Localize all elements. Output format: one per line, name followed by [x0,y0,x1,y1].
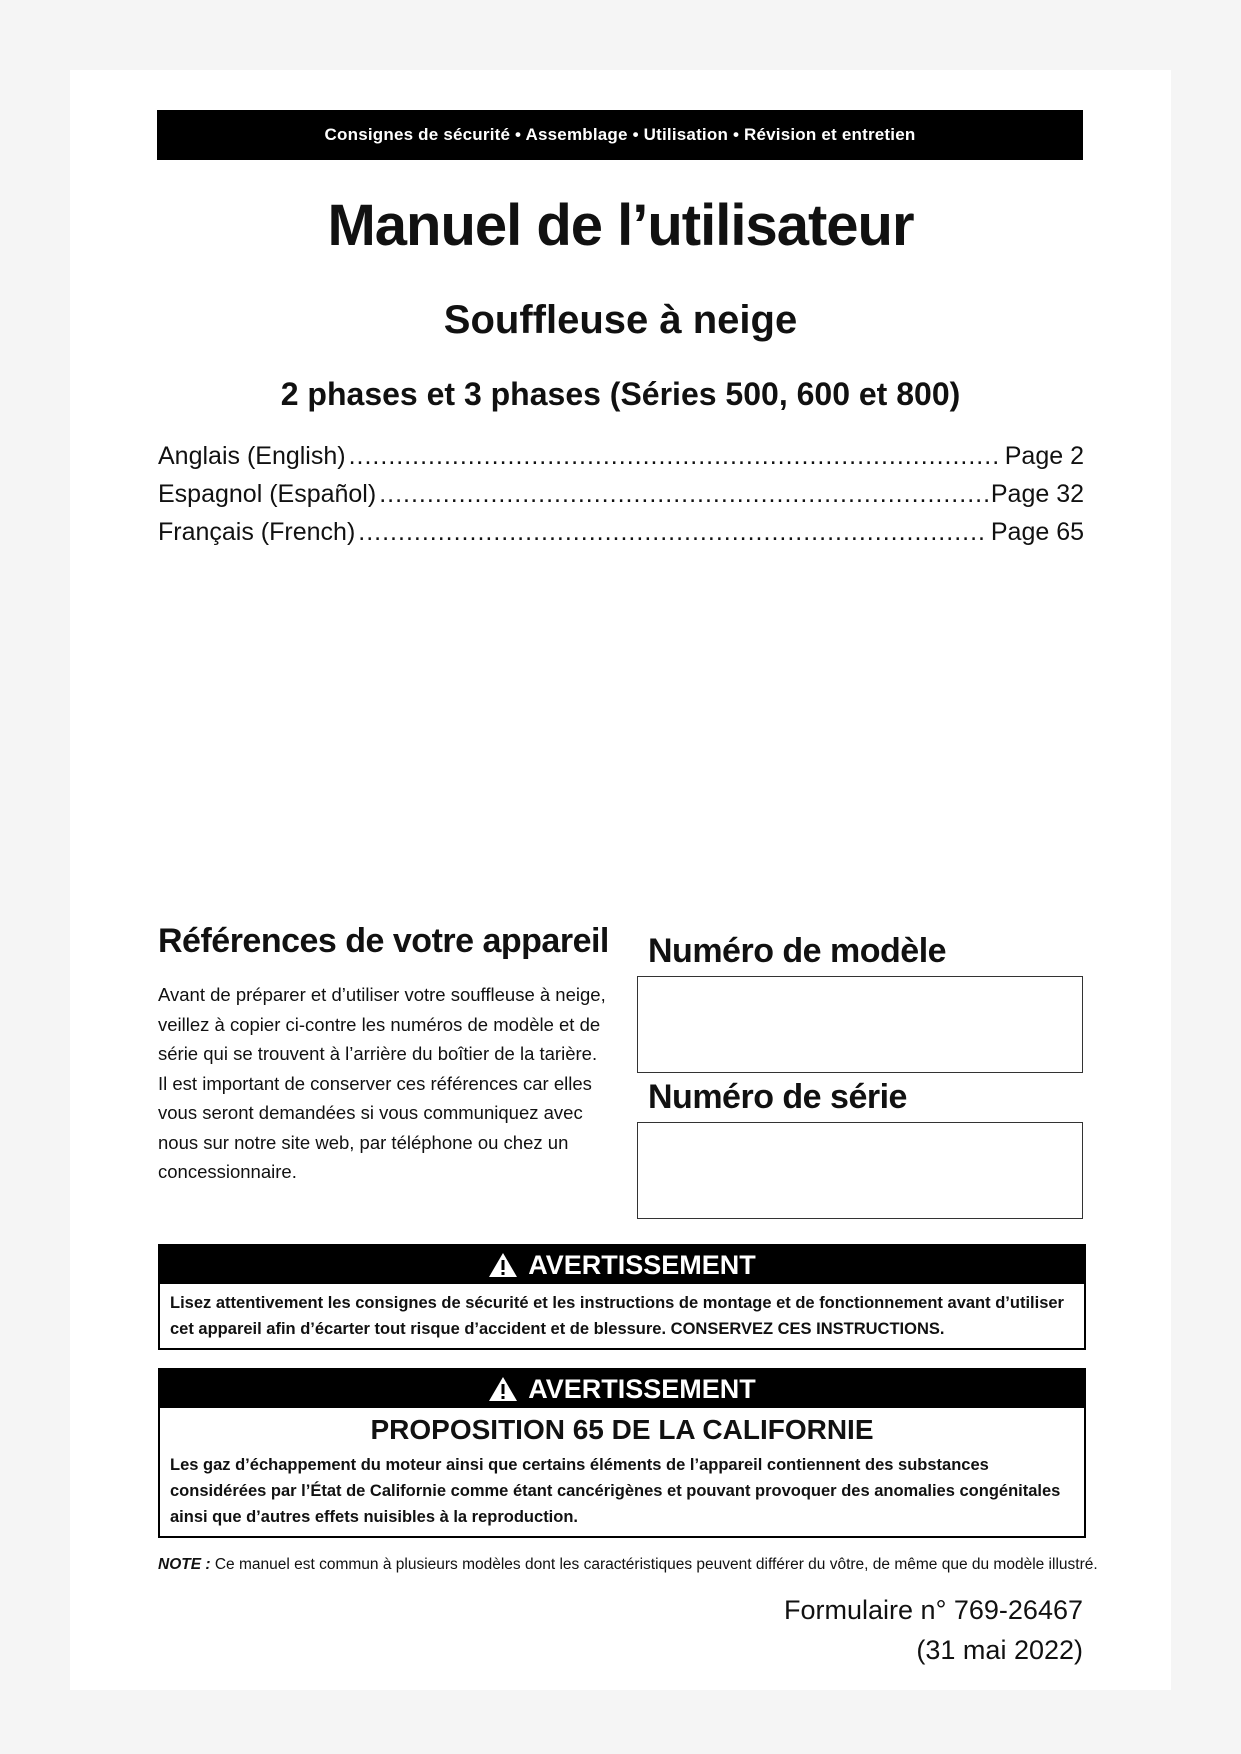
toc-label: Anglais (English) [158,442,346,470]
warning-heading: AVERTISSEMENT [528,1373,756,1404]
note-label: NOTE : [158,1556,211,1573]
prop65-warning-box [158,1368,1086,1538]
form-info [784,1590,1083,1670]
warning-triangle-icon [488,1376,518,1402]
warning-text: Lisez attentivement les consignes de sécurité et les instructions de montage et de fonctionnement avant d’utiliser cet appareil afin d’écarter tout risque d’accident et de blessure. CONSERVEZ CES INSTRUCTIONS. [170,1294,1064,1338]
prop65-subheading: PROPOSITION 65 DE LA CALIFORNIE [370,1414,874,1445]
language-toc [158,442,1084,556]
toc-row-english[interactable] [158,442,1084,480]
warning-header [160,1246,1084,1284]
warning-heading: AVERTISSEMENT [528,1249,756,1280]
note-line [158,1556,1098,1574]
safety-warning-box [158,1244,1086,1350]
toc-leader-dots [349,442,1002,471]
serial-number-field[interactable] [637,1122,1083,1219]
toc-row-french[interactable] [158,518,1084,556]
toc-page: Page 32 [990,480,1084,508]
toc-label: Français (French) [158,518,356,546]
product-subtitle: Souffleuse à neige [443,298,798,342]
toc-page: Page 65 [990,518,1084,546]
note-text: Ce manuel est commun à plusieurs modèles dont les caractéristiques peuvent différer du vôtre, de même que du modèle illustré. [214,1556,1098,1573]
model-number-label: Numéro de modèle [648,932,947,970]
warning-header [160,1370,1084,1408]
model-number-field[interactable] [637,976,1083,1073]
warning-triangle-icon [488,1252,518,1278]
toc-label: Espagnol (Español) [158,480,377,508]
serial-number-label: Numéro de série [648,1078,907,1116]
page-title: Manuel de l’utilisateur [327,193,914,258]
series-subtitle: 2 phases et 3 phases (Séries 500, 600 et 800) [280,376,961,412]
form-number: Formulaire n° 769-26467 [784,1595,1083,1625]
toc-leader-dots [358,518,988,547]
references-text: Avant de préparer et d’utiliser votre souffleuse à neige, veillez à copier ci-contre les numéros de modèle et de série qui se trouvent à l’arrière du boîtier de la tarière. Il est important de conserver ces références car elles vous seront demandées si vous communiquez avec nous sur notre site web, par téléphone ou chez un concessionnaire. [158,984,606,1182]
toc-leader-dots [379,480,988,509]
prop65-text: Les gaz d’échappement du moteur ainsi que certains éléments de l’appareil contiennent des substances considérées par l’État de Californie comme étant cancérigènes et pouvant provoquer des anomalies congénitales ainsi que d’autres effets nuisibles à la reproduction. [170,1456,1061,1526]
toc-row-spanish[interactable] [158,480,1084,518]
form-date: (31 mai 2022) [916,1635,1083,1665]
header-banner: Consignes de sécurité • Assemblage • Utilisation • Révision et entretien [157,110,1083,160]
toc-page: Page 2 [1004,442,1084,470]
references-title: Références de votre appareil [158,922,609,960]
